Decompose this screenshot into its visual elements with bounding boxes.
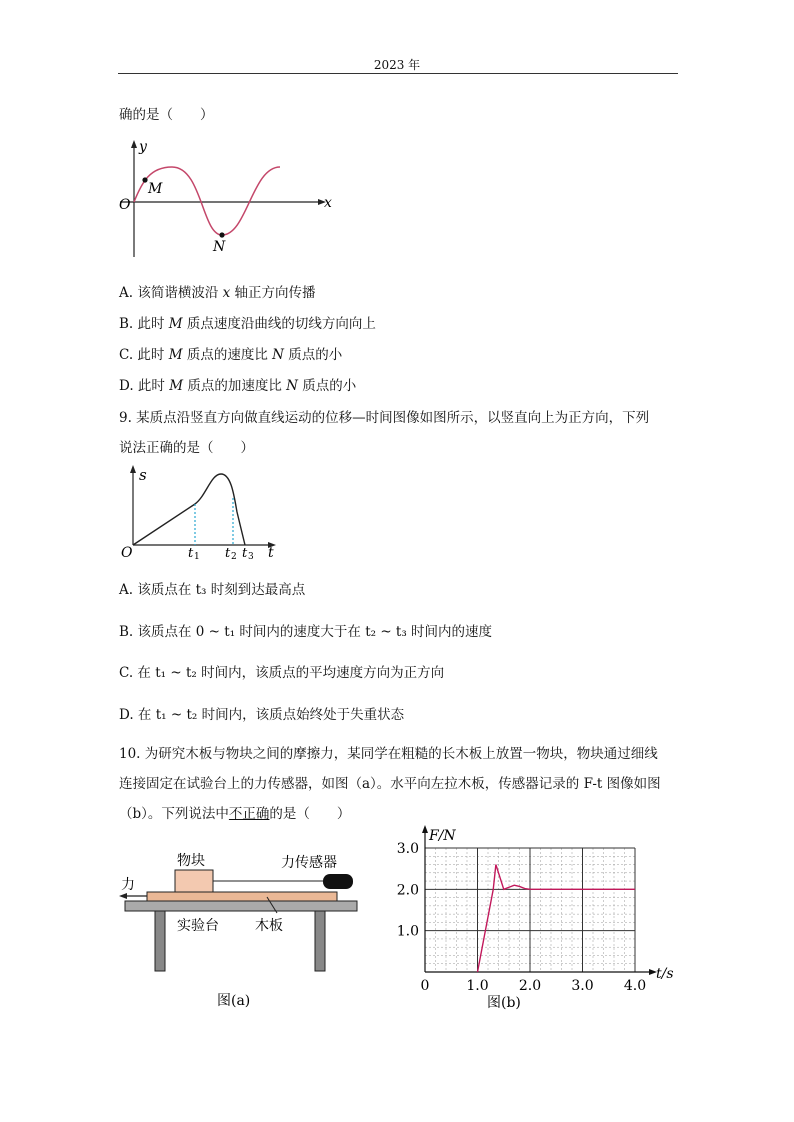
label-n: N [213,239,226,255]
x-tick-label: 3.0 [571,978,594,994]
point-m [142,177,147,182]
series-line [478,865,636,972]
x-tick-label: 0 [420,978,430,994]
label-s: s [139,466,147,484]
q8-d-var-1: M [169,378,184,394]
label-t: t [268,545,274,560]
q8-d-var-2: N [286,378,298,394]
q8-stem-tail: 确的是（ ） [119,107,214,123]
y-axis-arrow-icon [422,825,428,833]
labels-layer [397,828,674,1011]
label-force: 力 [121,877,135,893]
q8-wave-figure [112,137,342,262]
table-leg-left [155,911,165,971]
q8-option-d [119,374,356,394]
q9-option-c: C. 在 t₁ ~ t₂ 时间内，该质点的平均速度方向为正方向 [119,665,445,681]
q9-stem-line-2: 说法正确的是（ ） [119,440,254,456]
board-rect [147,892,337,901]
q8-b-text-1: B. 此时 [119,316,169,332]
label-block: 物块 [177,853,205,869]
pull-arrow-icon [119,893,127,899]
q8-option-c [119,343,342,363]
label-t1-sub: 1 [194,552,200,560]
label-table: 实验台 [177,918,219,934]
label-x: x [324,195,332,211]
q8-c-var-2: N [272,347,284,363]
wave-curve [134,167,280,235]
label-t2-sub: 2 [231,552,237,560]
q8-b-var: M [168,316,183,332]
series-layer [478,865,636,972]
y-tick-label: 1.0 [396,923,419,940]
q8-d-text-3: 质点的小 [297,378,357,394]
q9-option-b: B. 该质点在 0 ~ t₁ 时间内的速度大于在 t₂ ~ t₃ 时间内的速度 [119,624,493,640]
caption-b: 图(b) [487,995,521,1011]
q9-stem-line-1: 9. 某质点沿竖直方向做直线运动的位移—时间图像如图所示，以竖直向上为正方向，下列 [119,410,650,426]
q8-a-var: x [222,285,231,301]
x-tick-label: 4.0 [623,978,647,994]
q8-c-var-1: M [168,347,183,363]
label-t3: t [242,546,248,560]
st-curve [133,474,245,545]
point-n [219,232,224,237]
q8-b-text-2: 质点速度沿曲线的切线方向向上 [182,316,376,332]
q8-a-text-2: 轴正方向传播 [230,285,316,301]
q8-c-text-2: 质点的速度比 [182,347,273,363]
q10-line3-underlined: 不正确 [228,806,270,822]
q10-figure-a [115,845,375,1015]
label-m: M [148,181,163,197]
label-t1: t [188,546,194,560]
q8-c-text-1: C. 此时 [119,347,169,363]
label-t3-sub: 3 [248,552,254,560]
y-tick-label: 2.0 [396,882,419,899]
q10-stem-line-1: 10. 为研究木板与物块之间的摩擦力，某同学在粗糙的长木板上放置一物块，物块通过细线 [119,746,658,762]
x-tick-label: 1.0 [466,978,489,994]
label-t2: t [225,546,231,560]
x-tick-label: 2.0 [518,978,542,994]
q8-a-text-1: A. 该简谐横波沿 [119,285,223,301]
q10-figure-b-chart [390,822,680,1017]
label-sensor: 力传感器 [281,855,337,871]
y-axis-label: F/N [429,828,456,844]
q10-line3-a: （b）。下列说法中 [119,806,229,822]
table-leg-right [315,911,325,971]
q9-option-d: D. 在 t₁ ~ t₂ 时间内，该质点始终处于失重状态 [119,707,405,723]
caption-a: 图(a) [217,993,251,1009]
y-arrow-icon [131,140,137,148]
q8-option-b [119,312,376,332]
header-rule [118,73,678,74]
table-top [125,901,357,911]
q10-stem-line-3 [119,802,350,822]
y-tick-label: 3.0 [396,841,419,857]
q10-stem-line-2: 连接固定在试验台上的力传感器，如图（a）。水平向左拉木板，传感器记录的 F-t 图像如图 [119,776,661,792]
page-header: 2023 年 [373,58,421,72]
q9-st-figure [118,460,288,560]
s-arrow-icon [130,465,136,473]
label-origin: O [121,545,133,560]
label-y: y [139,139,147,155]
block-rect [175,870,213,892]
x-axis-label: t/s [656,966,674,982]
q10-line3-b: 的是（ ） [269,806,351,822]
grid-layer [425,848,635,972]
q9-option-a: A. 该质点在 t₃ 时刻到达最高点 [119,582,306,598]
label-board: 木板 [255,918,283,934]
label-origin: O [119,197,131,213]
sensor-body [323,874,353,889]
q8-c-text-3: 质点的小 [283,347,343,363]
q8-d-text-2: 质点的加速度比 [183,378,287,394]
q8-d-text-1: D. 此时 [119,378,170,394]
q8-option-a [119,281,316,301]
